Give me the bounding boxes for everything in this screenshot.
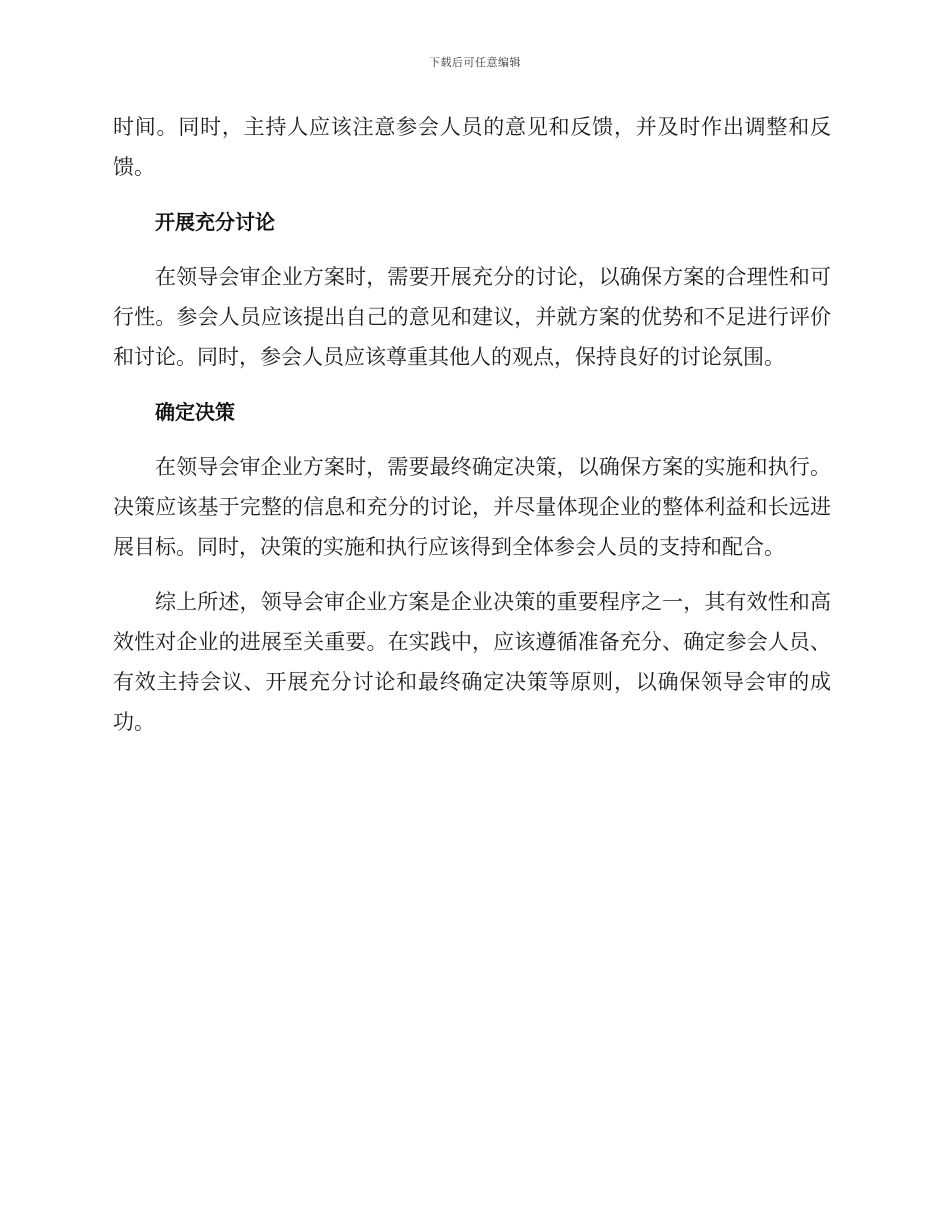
paragraph-discussion: 在领导会审企业方案时，需要开展充分的讨论，以确保方案的合理性和可行性。参会人员应该提出自己的意见和建议，并就方案的优势和不足进行评价和讨论。同时，参会人员应该尊重其他人的观点，保持良好的讨论氛围。 <box>113 265 831 369</box>
page-header: 下载后可任意编辑 <box>429 56 521 69</box>
paragraph-decision: 在领导会审企业方案时，需要最终确定决策，以确保方案的实施和执行。决策应该基于完整的信息和充分的讨论，并尽量体现企业的整体利益和长远进展目标。同时，决策的实施和执行应该得到全体参会人员的支持和配合。 <box>113 455 831 559</box>
section-heading-decision: 确定决策 <box>155 400 235 424</box>
section-heading-discussion: 开展充分讨论 <box>155 210 275 234</box>
paragraph-summary: 综上所述，领导会审企业方案是企业决策的重要程序之一，其有效性和高效性对企业的进展至关重要。在实践中，应该遵循准备充分、确定参会人员、有效主持会议、开展充分讨论和最终确定决策等原则，以确保领导会审的成功。 <box>113 590 831 734</box>
document-body <box>113 107 831 742</box>
paragraph-continuation: 时间。同时，主持人应该注意参会人员的意见和反馈，并及时作出调整和反馈。 <box>113 115 831 179</box>
